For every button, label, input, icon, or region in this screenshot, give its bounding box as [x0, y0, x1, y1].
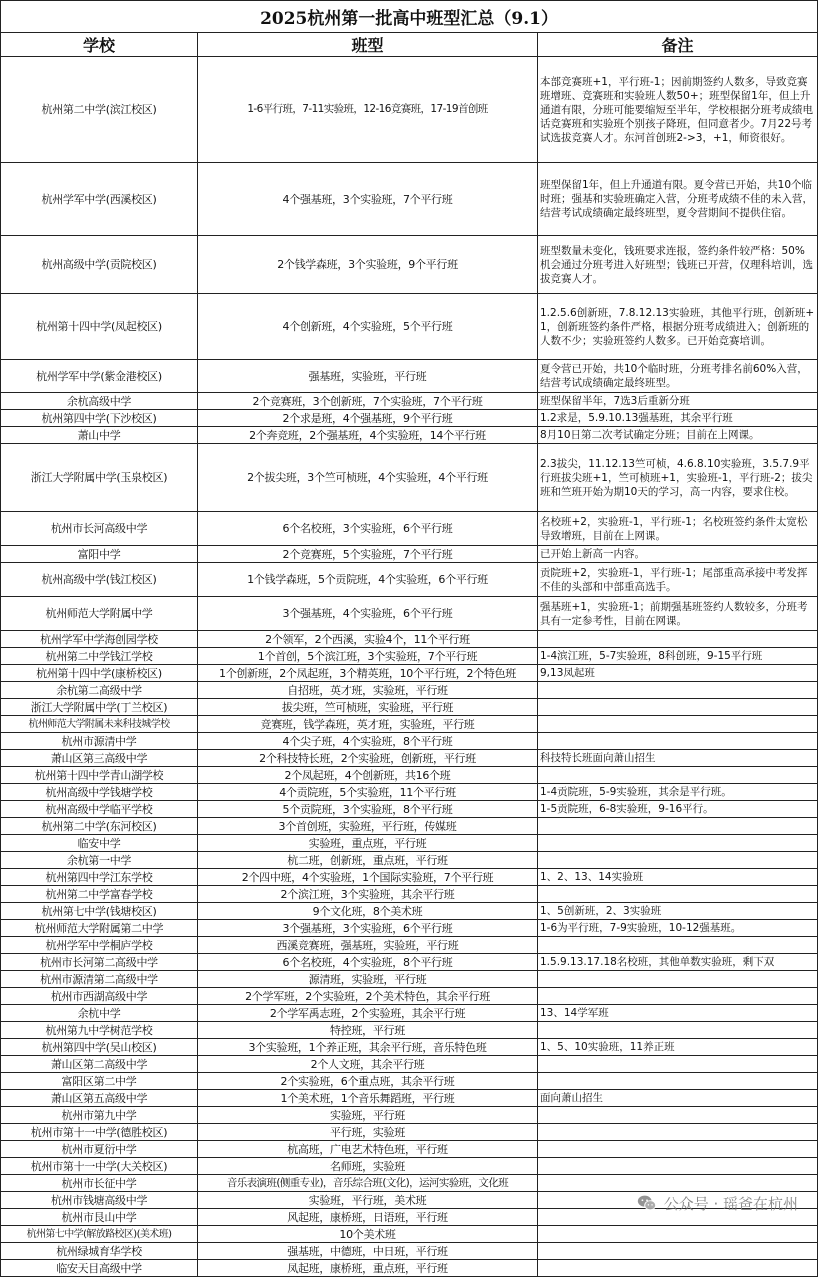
class-type-cell: 2个钱学森班，3个实验班，9个平行班	[198, 236, 538, 294]
table-row	[1, 903, 818, 920]
table-row	[1, 546, 818, 563]
note-cell: 科技特长班面向萧山招生	[538, 750, 818, 767]
class-type-cell: 9个文化班，8个美术班	[198, 903, 538, 920]
table-row	[1, 767, 818, 784]
table-row	[1, 57, 818, 163]
class-type-cell: 2个实验班，6个重点班，其余平行班	[198, 1073, 538, 1090]
note-cell: 1、5、10实验班，11养正班	[538, 1039, 818, 1056]
note-cell	[538, 937, 818, 954]
table-row	[1, 733, 818, 750]
table-row	[1, 1005, 818, 1022]
class-type-cell: 2个奔竞班，2个强基班，4个实验班，14个平行班	[198, 427, 538, 444]
class-type-cell: 平行班，实验班	[198, 1124, 538, 1141]
note-cell: 1-6为平行班，7-9实验班，10-12强基班。	[538, 920, 818, 937]
table-row	[1, 1039, 818, 1056]
class-type-cell: 3个实验班，1个养正班，其余平行班，音乐特色班	[198, 1039, 538, 1056]
note-cell: 已开始上新高一内容。	[538, 546, 818, 563]
school-cell: 杭州第九中学树范学校	[1, 1022, 198, 1039]
class-type-cell: 凤起班，康桥班，重点班，平行班	[198, 1260, 538, 1277]
table-row	[1, 971, 818, 988]
school-cell: 杭州学军中学(紫金港校区)	[1, 360, 198, 393]
class-type-cell: 10个美术班	[198, 1226, 538, 1243]
table-row	[1, 1124, 818, 1141]
note-cell	[538, 1175, 818, 1192]
school-cell: 临安中学	[1, 835, 198, 852]
class-type-cell: 3个强基班，3个实验班，6个平行班	[198, 920, 538, 937]
note-cell	[538, 1226, 818, 1243]
class-type-cell: 1-6平行班，7-11实验班，12-16竞赛班，17-19首创班	[198, 57, 538, 163]
class-type-cell: 3个强基班，4个实验班，6个平行班	[198, 597, 538, 631]
class-type-cell: 强基班，实验班，平行班	[198, 360, 538, 393]
table-row	[1, 886, 818, 903]
school-cell: 杭州第十四中学青山湖学校	[1, 767, 198, 784]
school-cell: 杭州市艮山中学	[1, 1209, 198, 1226]
school-cell: 杭州第二中学(东河校区)	[1, 818, 198, 835]
school-cell: 杭州第四中学江东学校	[1, 869, 198, 886]
note-cell	[538, 682, 818, 699]
note-cell: 本部竞赛班+1，平行班-1；因前期签约人数多，导致竞赛班增班、竞赛班和实验班人数50+；班型保留1年，但上升通道有限，分班可能要缩短至半年，学校根据分班考成绩电话竞赛班和实验班个别孩子降班，但同意者少。7月22号考试选拔竞赛人才。东河首创班2->3，+1，师资很好。	[538, 57, 818, 163]
school-cell: 杭州绿城育华学校	[1, 1243, 198, 1260]
class-type-cell: 西溪竞赛班，强基班，实验班，平行班	[198, 937, 538, 954]
note-cell: 贡院班+2，实验班-1，平行班-1；尾部重高承接中考发挥不佳的头部和中部重高选手。	[538, 563, 818, 597]
class-type-cell: 2个学军禹志班，2个实验班，其余平行班	[198, 1005, 538, 1022]
table-row	[1, 236, 818, 294]
note-cell: 1、2、13、14实验班	[538, 869, 818, 886]
table-row	[1, 648, 818, 665]
note-cell	[538, 1243, 818, 1260]
class-type-cell: 4个强基班，3个实验班，7个平行班	[198, 163, 538, 236]
class-type-cell: 拔尖班，竺可桢班，实验班，平行班	[198, 699, 538, 716]
class-type-cell: 名师班，实验班	[198, 1158, 538, 1175]
note-cell	[538, 1056, 818, 1073]
class-type-cell: 音乐表演班(侧重专业)，音乐综合班(文化)，运河实验班，文化班	[198, 1175, 538, 1192]
note-cell	[538, 1073, 818, 1090]
class-type-cell: 2个人文班，其余平行班	[198, 1056, 538, 1073]
table-row	[1, 360, 818, 393]
school-cell: 杭州第二中学钱江学校	[1, 648, 198, 665]
table-row	[1, 869, 818, 886]
school-cell: 杭州高级中学(钱江校区)	[1, 563, 198, 597]
school-cell: 杭州师范大学附属第二中学	[1, 920, 198, 937]
school-cell: 杭州师范大学附属未来科技城学校	[1, 716, 198, 733]
class-type-cell: 风起班，康桥班，日语班，平行班	[198, 1209, 538, 1226]
note-cell	[538, 716, 818, 733]
table-row	[1, 716, 818, 733]
class-type-cell: 实验班，平行班	[198, 1107, 538, 1124]
school-cell: 杭州第七中学(解放路校区)(美术班)	[1, 1226, 198, 1243]
table-row	[1, 1141, 818, 1158]
school-cell: 杭州第十四中学(凤起校区)	[1, 294, 198, 360]
table-row	[1, 512, 818, 546]
school-cell: 杭州第二中学富春学校	[1, 886, 198, 903]
note-cell: 面向萧山招生	[538, 1090, 818, 1107]
class-type-cell: 2个凤起班，4个创新班，共16个班	[198, 767, 538, 784]
table-row	[1, 410, 818, 427]
note-cell	[538, 733, 818, 750]
school-cell: 杭州市源清中学	[1, 733, 198, 750]
note-cell	[538, 835, 818, 852]
school-cell: 萧山中学	[1, 427, 198, 444]
note-cell: 1.2求是，5.9.10.13强基班，其余平行班	[538, 410, 818, 427]
table-row	[1, 750, 818, 767]
note-cell: 班型保留1年，但上升通道有限。夏令营已开始，共10个临时班；强基和实验班确定入营，分班考成绩不佳的未入营，结营考试成绩确定最终班型，夏令营期间不提供住宿。	[538, 163, 818, 236]
class-type-cell: 6个名校班，4个实验班，8个平行班	[198, 954, 538, 971]
table-row	[1, 682, 818, 699]
header-school: 学校	[1, 33, 198, 57]
watermark-text: 公众号 · 瑶爸在杭州	[663, 1194, 798, 1213]
table-row	[1, 818, 818, 835]
class-type-cell: 源清班，实验班，平行班	[198, 971, 538, 988]
note-cell	[538, 1192, 818, 1209]
school-cell: 杭州市夏衍中学	[1, 1141, 198, 1158]
note-cell	[538, 988, 818, 1005]
table-row	[1, 1056, 818, 1073]
header-notes: 备注	[538, 33, 818, 57]
note-cell: 名校班+2，实验班-1，平行班-1；名校班签约条件太宽松导致增班，目前在上网课。	[538, 512, 818, 546]
note-cell	[538, 699, 818, 716]
note-cell	[538, 767, 818, 784]
school-cell: 余杭高级中学	[1, 393, 198, 410]
school-cell: 浙江大学附属中学(玉泉校区)	[1, 444, 198, 512]
school-cell: 杭州学军中学海创园学校	[1, 631, 198, 648]
table-row	[1, 784, 818, 801]
note-cell	[538, 1107, 818, 1124]
class-type-cell: 强基班，中德班，中日班，平行班	[198, 1243, 538, 1260]
school-cell: 杭州学军中学桐庐学校	[1, 937, 198, 954]
note-cell: 1、5创新班，2、3实验班	[538, 903, 818, 920]
class-type-cell: 2个拔尖班，3个竺可桢班，4个实验班，4个平行班	[198, 444, 538, 512]
note-cell	[538, 1209, 818, 1226]
note-cell: 1-4滨江班，5-7实验班，8科创班，9-15平行班	[538, 648, 818, 665]
header-class-type: 班型	[198, 33, 538, 57]
school-cell: 余杭第二高级中学	[1, 682, 198, 699]
school-cell: 杭州第十四中学(康桥校区)	[1, 665, 198, 682]
note-cell: 8月10日第二次考试确定分班；目前在上网课。	[538, 427, 818, 444]
class-type-cell: 2个竞赛班，5个实验班，7个平行班	[198, 546, 538, 563]
class-type-cell: 6个名校班，3个实验班，6个平行班	[198, 512, 538, 546]
school-cell: 萧山区第五高级中学	[1, 1090, 198, 1107]
school-cell: 余杭中学	[1, 1005, 198, 1022]
class-type-cell: 1个首创，5个滨江班，3个实验班，7个平行班	[198, 648, 538, 665]
note-cell	[538, 852, 818, 869]
school-cell: 杭州市长征中学	[1, 1175, 198, 1192]
note-cell: 1.2.5.6创新班，7.8.12.13实验班，其他平行班，创新班+1，创新班签约条件严格，根据分班考成绩进入；创新班的人数不少；实验班签约人数多。已开始竞赛培训。	[538, 294, 818, 360]
note-cell: 班型保留半年，7选3后重新分班	[538, 393, 818, 410]
school-cell: 杭州高级中学钱塘学校	[1, 784, 198, 801]
school-cell: 富阳中学	[1, 546, 198, 563]
class-type-cell: 1个创新班，2个凤起班，3个精英班，10个平行班，2个特色班	[198, 665, 538, 682]
class-type-cell: 实验班，重点班，平行班	[198, 835, 538, 852]
table-row	[1, 163, 818, 236]
class-type-cell: 2个竞赛班，3个创新班，7个实验班，7个平行班	[198, 393, 538, 410]
class-type-cell: 自招班，英才班，实验班，平行班	[198, 682, 538, 699]
note-cell: 夏令营已开始，共10个临时班，分班考排名前60%入营，结营考试成绩确定最终班型。	[538, 360, 818, 393]
note-cell	[538, 1260, 818, 1277]
table-row	[1, 1107, 818, 1124]
table-row	[1, 1243, 818, 1260]
class-type-cell: 杭二班，创新班，重点班，平行班	[198, 852, 538, 869]
note-cell	[538, 1022, 818, 1039]
school-cell: 杭州市长河第二高级中学	[1, 954, 198, 971]
table-row	[1, 988, 818, 1005]
note-cell: 9,13凤起班	[538, 665, 818, 682]
note-cell: 班型数量未变化，钱班要求连报，签约条件较严格：50%机会通过分班考进入好班型；钱班已开营，仅理科培训，选拔竞赛人才。	[538, 236, 818, 294]
table-row	[1, 1209, 818, 1226]
table-row	[1, 631, 818, 648]
table-row	[1, 954, 818, 971]
note-cell	[538, 631, 818, 648]
note-cell: 1-5贡院班，6-8实验班，9-16平行。	[538, 801, 818, 818]
class-type-cell: 4个创新班，4个实验班，5个平行班	[198, 294, 538, 360]
school-cell: 余杭第一中学	[1, 852, 198, 869]
school-cell: 浙江大学附属中学(丁兰校区)	[1, 699, 198, 716]
page-title: 2025杭州第一批高中班型汇总（9.1）	[1, 1, 818, 33]
table-row	[1, 427, 818, 444]
note-cell: 1.5.9.13.17.18名校班，其他单数实验班，剩下双	[538, 954, 818, 971]
table-row	[1, 1022, 818, 1039]
note-cell	[538, 1124, 818, 1141]
school-cell: 杭州市源清第二高级中学	[1, 971, 198, 988]
table-row	[1, 444, 818, 512]
table-row	[1, 835, 818, 852]
class-type-cell: 1个美术班，1个音乐舞蹈班，平行班	[198, 1090, 538, 1107]
school-cell: 杭州市钱塘高级中学	[1, 1192, 198, 1209]
class-type-cell: 4个尖子班，4个实验班，8个平行班	[198, 733, 538, 750]
class-type-cell: 实验班，平行班，美术班	[198, 1192, 538, 1209]
class-type-cell: 4个贡院班，5个实验班，11个平行班	[198, 784, 538, 801]
table-row	[1, 699, 818, 716]
school-cell: 杭州第二中学(滨江校区)	[1, 57, 198, 163]
class-type-cell: 2个四中班，4个实验班，1个国际实验班，7个平行班	[198, 869, 538, 886]
table-row	[1, 1175, 818, 1192]
school-cell: 杭州学军中学(西溪校区)	[1, 163, 198, 236]
table-row	[1, 1260, 818, 1277]
class-type-cell: 竞赛班，钱学森班，英才班，实验班，平行班	[198, 716, 538, 733]
table-row	[1, 920, 818, 937]
class-type-cell: 3个首创班，实验班，平行班，传媒班	[198, 818, 538, 835]
note-cell: 2.3拔尖，11.12.13竺可桢，4.6.8.10实验班，3.5.7.9平行班拔尖班+1，竺可桢班+1，实验班-1，平行班-2；拔尖班和竺班开始为期10天的学习，高一内容，要求住校。	[538, 444, 818, 512]
school-cell: 富阳区第二中学	[1, 1073, 198, 1090]
table-row	[1, 393, 818, 410]
note-cell: 13、14学军班	[538, 1005, 818, 1022]
school-cell: 临安天目高级中学	[1, 1260, 198, 1277]
school-cell: 杭州第四中学(下沙校区)	[1, 410, 198, 427]
note-cell	[538, 1158, 818, 1175]
note-cell	[538, 971, 818, 988]
class-type-cell: 杭高班，广电艺术特色班，平行班	[198, 1141, 538, 1158]
school-cell: 杭州师范大学附属中学	[1, 597, 198, 631]
school-cell: 杭州市第十一中学(德胜校区)	[1, 1124, 198, 1141]
table-row	[1, 1090, 818, 1107]
class-type-cell: 5个贡院班，3个实验班，8个平行班	[198, 801, 538, 818]
school-cell: 杭州市西湖高级中学	[1, 988, 198, 1005]
school-cell: 杭州市长河高级中学	[1, 512, 198, 546]
class-type-cell: 1个钱学森班，5个贡院班，4个实验班，6个平行班	[198, 563, 538, 597]
table-row	[1, 1192, 818, 1209]
note-cell	[538, 818, 818, 835]
class-type-cell: 2个滨江班，3个实验班，其余平行班	[198, 886, 538, 903]
table-row	[1, 801, 818, 818]
note-cell: 1-4贡院班，5-9实验班，其余是平行班。	[538, 784, 818, 801]
table-row	[1, 563, 818, 597]
note-cell	[538, 886, 818, 903]
table-row	[1, 937, 818, 954]
school-cell: 杭州第七中学(钱塘校区)	[1, 903, 198, 920]
school-cell: 萧山区第二高级中学	[1, 1056, 198, 1073]
table-row	[1, 1073, 818, 1090]
table-row	[1, 852, 818, 869]
class-type-cell: 特控班，平行班	[198, 1022, 538, 1039]
table-row	[1, 1226, 818, 1243]
table-row	[1, 665, 818, 682]
class-type-cell: 2个科技特长班，2个实验班，创新班，平行班	[198, 750, 538, 767]
class-type-cell: 2个学军班，2个实验班，2个美术特色，其余平行班	[198, 988, 538, 1005]
note-cell: 强基班+1，实验班-1；前期强基班签约人数较多，分班考具有一定参考性，目前在网课。	[538, 597, 818, 631]
table-row	[1, 294, 818, 360]
class-type-cell: 2个求是班，4个强基班，9个平行班	[198, 410, 538, 427]
school-cell: 杭州高级中学(贡院校区)	[1, 236, 198, 294]
school-cell: 杭州第四中学(吴山校区)	[1, 1039, 198, 1056]
header-row	[1, 33, 818, 57]
table-row	[1, 1158, 818, 1175]
title-row	[1, 1, 818, 33]
note-cell	[538, 1141, 818, 1158]
school-cell: 杭州市第十一中学(大关校区)	[1, 1158, 198, 1175]
class-type-cell: 2个领军，2个西溪，实验4个，11个平行班	[198, 631, 538, 648]
school-cell: 杭州市第九中学	[1, 1107, 198, 1124]
school-cell: 萧山区第三高级中学	[1, 750, 198, 767]
school-cell: 杭州高级中学临平学校	[1, 801, 198, 818]
table-row	[1, 597, 818, 631]
